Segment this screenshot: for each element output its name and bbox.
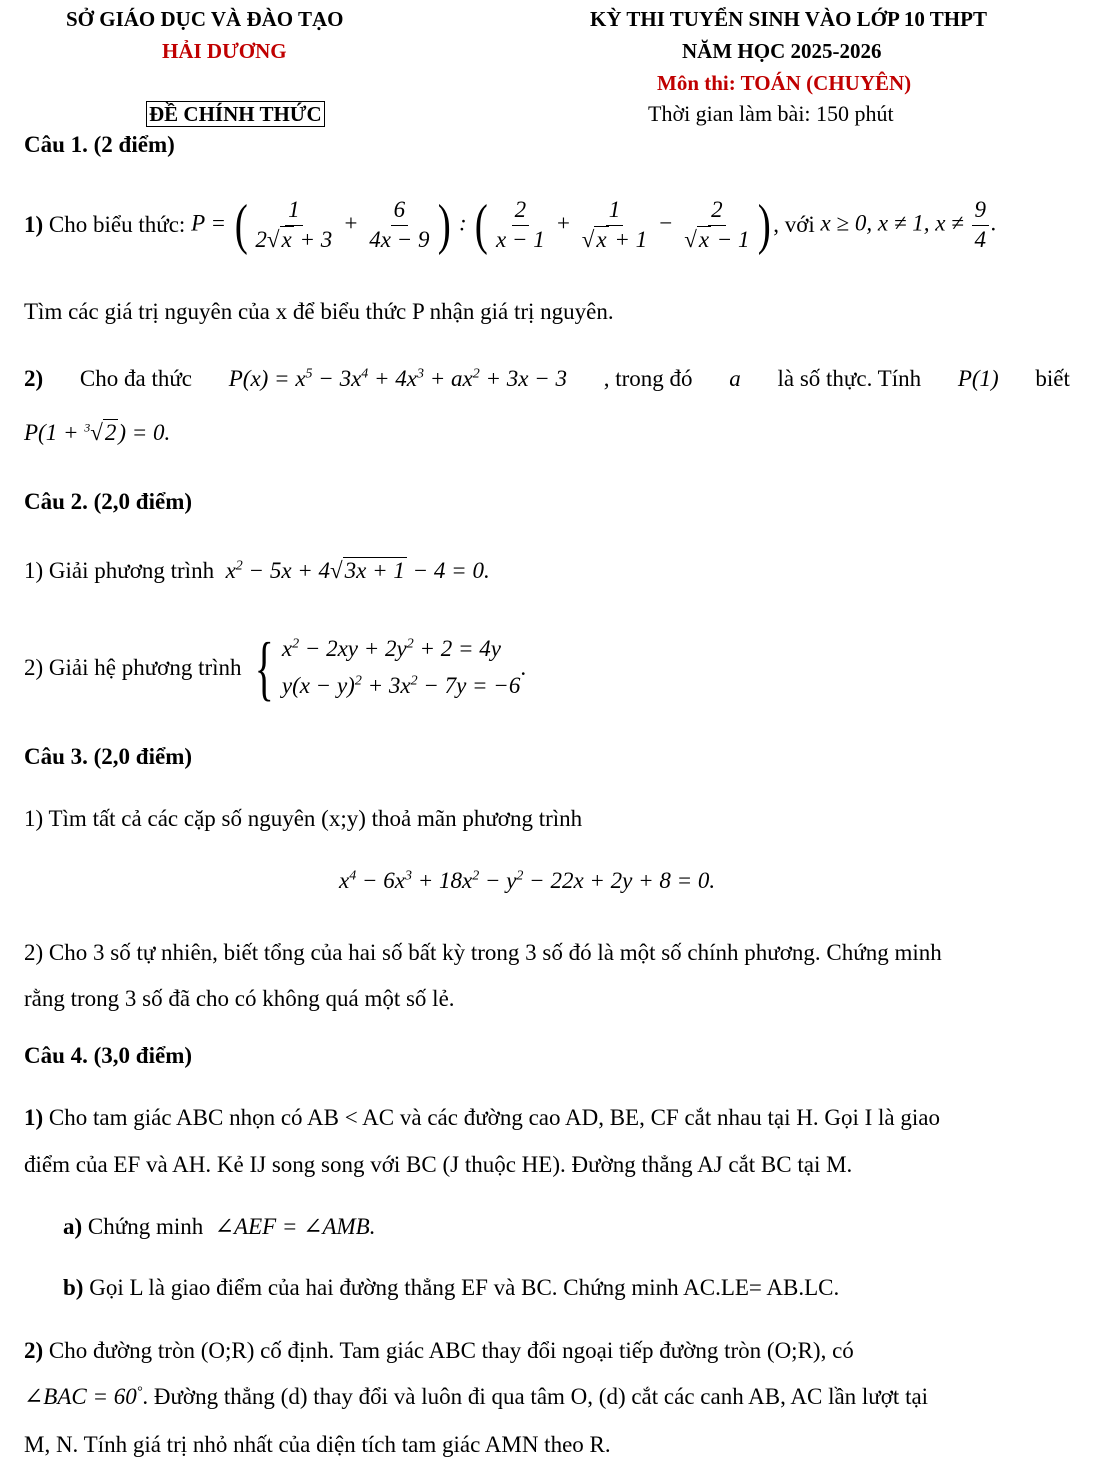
q1-p2-text-c: là số thực. Tính [777, 366, 922, 391]
q1-p2-text-a: Cho đa thức [79, 366, 193, 391]
q4-a-angle-eq: ∠AEF = ∠AMB. [214, 1214, 376, 1239]
q3-title: Câu 3. (2,0 điểm) [24, 744, 193, 769]
q4-p1-text: Cho tam giác ABC nhọn có AB < AC và các đường cao AD, BE, CF cắt nhau tại H. Gọi I là giao [48, 1105, 940, 1130]
q4-p2-label: 2) [24, 1338, 44, 1363]
q2-p2-text: 2) Giải hệ phương trình [24, 655, 242, 680]
q4-p1-line2: điểm của EF và AH. Kẻ IJ song song với BC (J thuộc HE). Đường thẳng AJ cắt BC tại M. [24, 1152, 853, 1177]
q4-p1-line1 [24, 1105, 940, 1131]
header-subject: Môn thi: TOÁN (CHUYÊN) [657, 71, 912, 95]
q4-p2-line2 [24, 1384, 928, 1410]
header-school-year: NĂM HỌC 2025-2026 [682, 39, 882, 63]
q4-a-text: Chứng minh [87, 1214, 204, 1239]
q4-part-b [63, 1275, 839, 1301]
q2-p1-text: 1) Giải phương trình [24, 558, 215, 583]
q4-p2-line3: M, N. Tính giá trị nhỏ nhất của diện tích tam giác AMN theo R. [24, 1432, 611, 1457]
q4-b-text: Gọi L là giao điểm của hai đường thẳng EF và BC. Chứng minh AC.LE= AB.LC. [89, 1275, 840, 1300]
q3-p2-line2: rằng trong 3 số đã cho có không quá một số lẻ. [24, 986, 455, 1011]
q1-part1 [24, 180, 997, 270]
q1-var-a: a [729, 366, 741, 391]
q1-p1-line2: Tìm các giá trị nguyên của x để biểu thức P nhận giá trị nguyên. [24, 299, 614, 324]
q2-title: Câu 2. (2,0 điểm) [24, 489, 193, 514]
q4-p2-line2-text: . Đường thẳng (d) thay đổi và luôn đi qua tâm O, (d) cắt các canh AB, AC lần lượt tại [142, 1384, 929, 1409]
q3-equation: $x^4 - 6x^3 + 18x^2 - y^2 - 22x + 2y + 8 = 0$. [339, 868, 716, 893]
q2-part2: 2) Giải hệ phương trình { $x^2 - 2xy + 2y^2 + 2 = 4y$ $y(x - y)^2 + 3x^2 - 7y = -6$ . [24, 628, 527, 708]
header-province: HẢI DƯƠNG [162, 39, 287, 63]
q1-p2-text-b: , trong đó [603, 366, 693, 391]
q1-expression: P = ( $\frac{1}{2√x + 3}$ + $\frac{6}{4x - 9}$ ) : ( $\frac{2}{x - 1}$ + $\frac{1}{√x + 1}$ − $\frac{2}{√x - 1}$ ) [191, 194, 771, 256]
q2-part1 [24, 558, 490, 584]
q2-system: $x^2 - 2xy + 2y^2 + 2 = 4y$ $y(x - y)^2 + 3x^2 - 7y = -6$ [281, 636, 521, 698]
q4-p1-label: 1) [24, 1105, 44, 1130]
header-exam-title: KỲ THI TUYỂN SINH VÀO LỚP 10 THPT [590, 7, 987, 31]
q1-condition-text: , với [773, 212, 815, 237]
q3-p2-line1: 2) Cho 3 số tự nhiên, biết tổng của hai số bất kỳ trong 3 số đó là một số chính phương. Chứng minh [24, 940, 942, 965]
official-label: ĐỀ CHÍNH THỨC [146, 102, 325, 127]
q4-part-a [63, 1214, 376, 1240]
q1-condition: x ≥ 0, x ≠ 1, x ≠ $\frac{9}{4}$ . [820, 196, 997, 252]
q4-p2-line1 [24, 1338, 854, 1364]
q4-angle-bac: ∠BAC = 60° [24, 1384, 143, 1409]
q3-p1: 1) Tìm tất cả các cặp số nguyên (x;y) thoả mãn phương trình [24, 806, 583, 831]
q1-p1-value: P(1) [957, 366, 999, 391]
q2-equation: $x^2 - 5x + 4√3x + 1 - 4 = 0$. [225, 558, 490, 583]
system-brace: { [255, 628, 275, 708]
header-department: SỞ GIÁO DỤC VÀ ĐÀO TẠO [66, 7, 344, 31]
q1-root-condition: P(1 + $^3$√2) = 0. [24, 420, 171, 445]
q1-p2-label: 2) [24, 366, 44, 391]
q1-part2 [24, 366, 1070, 392]
q1-p1-text: Cho biểu thức: [48, 212, 186, 237]
q1-p1-label: 1) [24, 212, 44, 237]
q1-polynomial: $P(x) = x^5 - 3x^4 + 4x^3 + ax^2 + 3x - 3$ [228, 366, 567, 391]
q4-title: Câu 4. (3,0 điểm) [24, 1043, 193, 1068]
q4-b-label: b) [63, 1275, 84, 1300]
header-time: Thời gian làm bài: 150 phút [648, 101, 894, 126]
q1-p2-text-d: biết [1035, 366, 1070, 391]
q1-title: Câu 1. (2 điểm) [24, 132, 175, 157]
q4-p2-text: Cho đường tròn (O;R) cố định. Tam giác ABC thay đổi ngoại tiếp đường tròn (O;R), có [48, 1338, 854, 1363]
q4-a-label: a) [63, 1214, 83, 1239]
